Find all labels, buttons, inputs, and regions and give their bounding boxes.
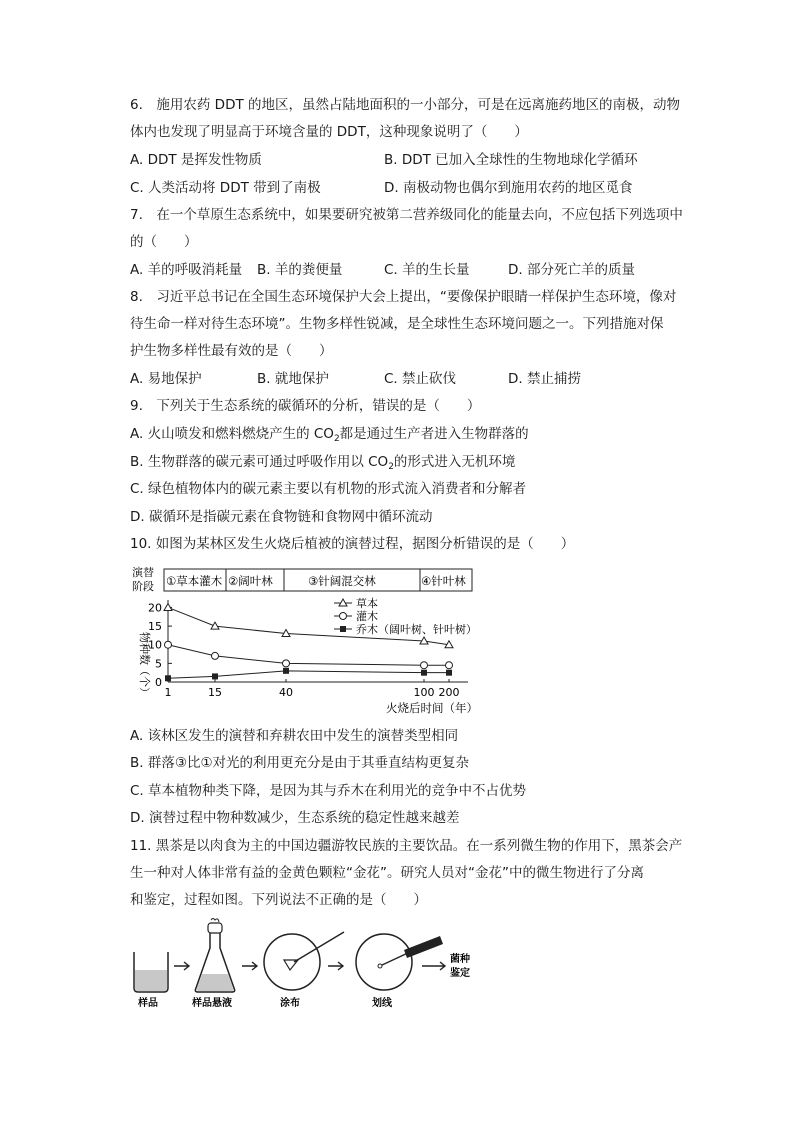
- q9-option-a-sub: 2: [333, 434, 340, 444]
- legend-tree-marker: [340, 626, 346, 632]
- q9-option-a: [130, 424, 529, 449]
- q8-option-b: B. 就地保护: [257, 371, 329, 387]
- q6-option-b: B. DDT 已加入全球性的生物地球化学循环: [384, 152, 638, 168]
- q11-stem-line2: 生一种对人体非常有益的金黄色颗粒“金花”。研究人员对“金花”中的微生物进行了分离: [130, 865, 644, 881]
- microbe-process-diagram: [128, 918, 478, 1010]
- q7-option-d: D. 部分死亡羊的质量: [508, 262, 635, 278]
- y-axis-label: 物种数（个）: [138, 632, 151, 698]
- y-tick-label: 15: [148, 620, 162, 634]
- q7-option-c: C. 羊的生长量: [384, 262, 470, 278]
- stage-3-label: ③针阔混交林: [308, 574, 376, 588]
- stage-4-label: ④针叶林: [421, 574, 466, 588]
- q6-stem-line1: 6. 施用农药 DDT 的地区，虽然占陆地面积的一小部分，可是在远离施药地区的南极，动物: [130, 97, 680, 113]
- q10-option-c: C. 草本植物种类下降，是因为其与乔木在利用光的竞争中不占优势: [130, 783, 527, 799]
- data-point-shrub: [212, 652, 219, 659]
- label-spread: 涂布: [280, 998, 300, 1009]
- flask-icon: [195, 919, 234, 993]
- arrow-icon: [242, 962, 257, 970]
- q7-stem-line1: 7. 在一个草原生态系统中，如果要研究被第二营养级同化的能量去向，不应包括下列选项中: [130, 207, 683, 223]
- q8-stem-line3: 护生物多样性最有效的是（ ）: [130, 343, 333, 359]
- series-line-shrub: [168, 645, 449, 666]
- q9-option-d: D. 碳循环是指碳元素在食物链和食物网中循环流动: [130, 509, 433, 525]
- legend-shrub-label: 灌木: [356, 610, 378, 623]
- q8-option-a: A. 易地保护: [130, 371, 202, 387]
- q11-stem-line3: 和鉴定，过程如图。下列说法不正确的是（ ）: [130, 892, 427, 908]
- y-tick-label: 10: [148, 638, 162, 652]
- legend: [334, 596, 477, 636]
- x-tick-label: 200: [438, 686, 460, 699]
- beaker-icon: [134, 952, 168, 992]
- data-point-tree: [421, 670, 427, 676]
- data-point-herb: [164, 603, 172, 610]
- q10-option-d: D. 演替过程中物种数减少，生态系统的稳定性越来越差: [130, 810, 460, 826]
- streak-plate-icon: [356, 934, 443, 990]
- q8-option-c: C. 禁止砍伐: [384, 371, 457, 387]
- stage-2-label: ②阔叶林: [228, 574, 273, 588]
- data-point-shrub: [165, 641, 172, 648]
- q10-stem-line1: 10. 如图为某林区发生火烧后植被的演替过程，据图分析错误的是（ ）: [130, 536, 575, 552]
- q6-stem-line2: 体内也发现了明显高于环境含量的 DDT，这种现象说明了（ ）: [130, 124, 528, 140]
- data-point-tree: [446, 670, 452, 676]
- arrow-icon: [174, 962, 189, 970]
- stage-header-label-2: 阶段: [132, 580, 154, 593]
- data-point-shrub: [446, 662, 453, 669]
- data-point-tree: [165, 675, 171, 681]
- q6-option-a: A. DDT 是挥发性物质: [130, 152, 262, 168]
- q9-option-a-post: 都是通过生产者进入生物群落的: [339, 426, 529, 442]
- succession-chart: [128, 562, 478, 720]
- arrow-icon: [422, 962, 445, 970]
- q8-stem-line1: 8. 习近平总书记在全国生态环境保护大会上提出，“要像保护眼睛一样保护生态环境，像对: [130, 289, 677, 305]
- stage-1-label: ①草本灌木: [166, 574, 223, 588]
- q6-option-c: C. 人类活动将 DDT 带到了南极: [130, 180, 321, 196]
- q9-option-b-post: 的形式进入无机环境: [393, 454, 516, 470]
- series-line-tree: [168, 671, 449, 678]
- data-point-shrub: [283, 660, 290, 667]
- label-sample: 样品: [138, 998, 158, 1009]
- data-point-herb: [211, 622, 219, 629]
- q7-option-a: A. 羊的呼吸消耗量: [130, 262, 243, 278]
- q9-stem-line1: 9. 下列关于生态系统的碳循环的分析，错误的是（ ）: [130, 398, 481, 414]
- label-ident-2: 鉴定: [450, 968, 470, 979]
- label-streak: 划线: [372, 998, 392, 1009]
- y-tick-label: 5: [155, 657, 162, 671]
- spread-plate-icon: [264, 932, 344, 990]
- q7-stem-line2: 的（ ）: [130, 234, 198, 250]
- y-tick-label: 0: [155, 676, 162, 689]
- legend-shrub-marker: [340, 613, 347, 620]
- arrow-icon: [328, 962, 343, 970]
- x-tick-label: 15: [208, 686, 222, 699]
- data-point-tree: [212, 673, 218, 679]
- y-tick-label: 20: [148, 601, 162, 615]
- q9-option-b-sub: 2: [388, 462, 394, 472]
- q9-option-b: [130, 452, 515, 477]
- q6-option-d: D. 南极动物也偶尔到施用农药的地区觅食: [384, 180, 633, 196]
- x-tick-label: 100: [413, 686, 435, 699]
- q10-option-a: A. 该林区发生的演替和弃耕农田中发生的演替类型相同: [130, 728, 459, 744]
- q7-option-b: B. 羊的粪便量: [257, 262, 343, 278]
- legend-herb-label: 草本: [356, 597, 378, 610]
- q9-option-c: C. 绿色植物体内的碳元素主要以有机物的形式流入消费者和分解者: [130, 481, 527, 497]
- q11-stem-line1: 11. 黑茶是以肉食为主的中国边疆游牧民族的主要饮品。在一系列微生物的作用下，黑茶会产: [130, 838, 683, 854]
- q9-option-b-pre: B. 生物群落的碳元素可通过呼吸作用以 CO: [130, 454, 389, 470]
- stage-header-label-1: 演替: [132, 566, 154, 579]
- label-ident-1: 菌种: [450, 954, 470, 965]
- x-tick-label: 1: [164, 686, 172, 699]
- legend-tree-label: 乔木（阔叶树、针叶树）: [356, 623, 477, 636]
- q8-option-d: D. 禁止捕捞: [508, 371, 581, 387]
- q8-stem-line2: 待生命一样对待生态环境”。生物多样性锐减，是全球性生态环境问题之一。下列措施对保: [130, 316, 664, 332]
- q9-option-a-pre: A. 火山喷发和燃料燃烧产生的 CO: [130, 426, 334, 442]
- data-point-shrub: [421, 662, 428, 669]
- data-point-tree: [283, 668, 289, 674]
- q10-option-b: B. 群落③比①对光的利用更充分是由于其垂直结构更复杂: [130, 755, 470, 771]
- x-axis-label: 火烧后时间（年）: [386, 701, 478, 715]
- label-suspension: 样品悬液: [192, 998, 232, 1009]
- x-tick-label: 40: [279, 686, 293, 699]
